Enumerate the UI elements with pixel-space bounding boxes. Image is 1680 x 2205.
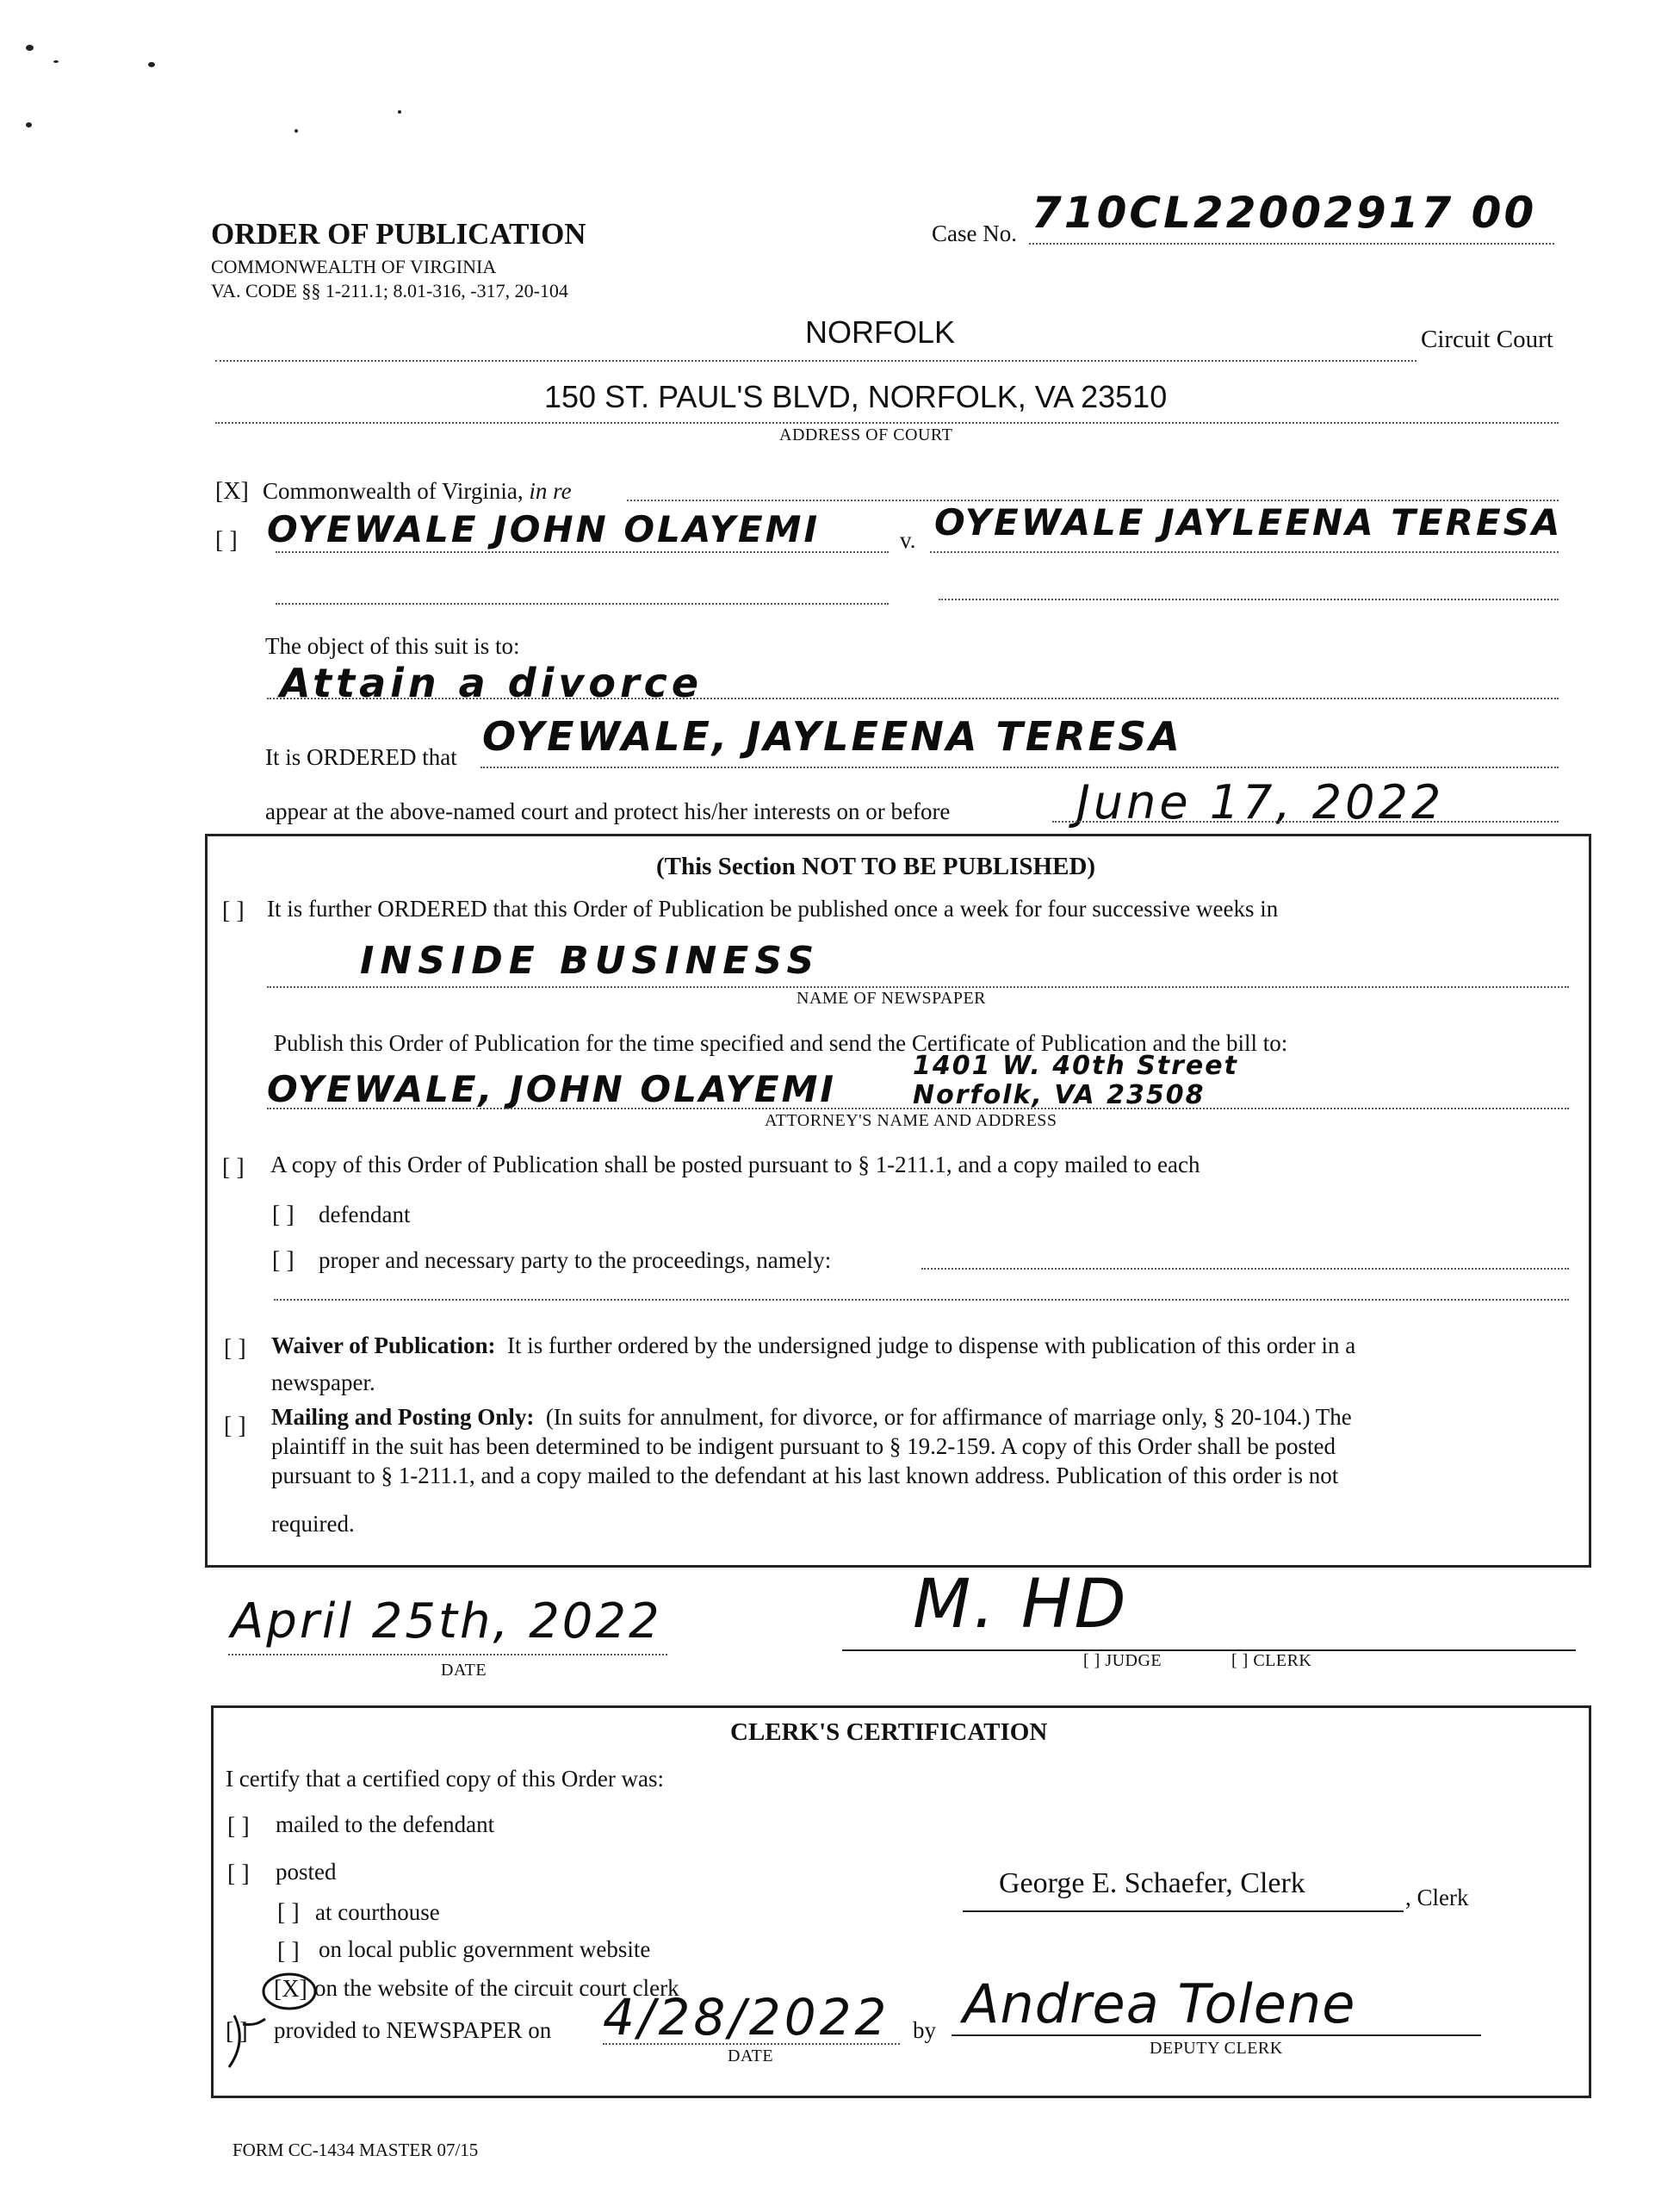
publish-text: It is further ORDERED that this Order of Publication be published once a week for four successive weeks in	[267, 896, 1279, 922]
deputy-clerk-caption: DEPUTY CLERK	[1150, 2039, 1283, 2058]
clerk-certification-heading: CLERK'S CERTIFICATION	[730, 1718, 1048, 1746]
clerk-name: George E. Schaefer, Clerk	[999, 1867, 1305, 1899]
scan-speck	[26, 45, 34, 51]
defendant-line	[930, 551, 1559, 553]
ordered-label: It is ORDERED that	[265, 744, 457, 770]
appear-text: appear at the above-named court and protect his/her interests on or before	[265, 798, 951, 824]
proper-party-line-2	[274, 1299, 1569, 1301]
proper-party-text: proper and necessary party to the proceedings, namely:	[319, 1247, 832, 1273]
commonwealth-checkbox[interactable]: [X]	[215, 478, 249, 505]
copy-text: A copy of this Order of Publication shall be posted pursuant to § 1-211.1, and a copy mailed to each	[270, 1152, 1200, 1177]
send-text: Publish this Order of Publication for the time specified and send the Certificate of Publication and the bill to:	[274, 1030, 1288, 1056]
mailed-checkbox[interactable]: [ ]	[227, 1813, 250, 1840]
court-address: 150 ST. PAUL'S BLVD, NORFOLK, VA 23510	[544, 379, 1168, 414]
attorney-address-2: Norfolk, VA 23508	[913, 1080, 1206, 1110]
order-date-line	[228, 1654, 667, 1655]
judge-label: [ ] JUDGE	[1083, 1651, 1162, 1670]
appear-date-line	[1052, 821, 1559, 823]
provided-date-line	[603, 2043, 900, 2045]
provided-check-mark-icon	[217, 2007, 269, 2076]
party-checkbox[interactable]: [ ]	[215, 527, 238, 554]
courthouse-text: at courthouse	[315, 1899, 440, 1925]
mailing-text-4: required.	[271, 1511, 355, 1537]
deputy-clerk-line	[952, 2034, 1481, 2036]
defendant-text: defendant	[319, 1202, 411, 1227]
clerk-cert-intro: I certify that a certified copy of this Order was:	[226, 1766, 665, 1792]
plaintiff-line	[276, 551, 889, 553]
mailing-text-3: pursuant to § 1-211.1, and a copy mailed to the defendant at his last known address. Publication of this order is not	[271, 1463, 1339, 1488]
code-reference: VA. CODE §§ 1-211.1; 8.01-316, -317, 20-104	[211, 280, 568, 301]
mailing-line-1	[271, 1404, 1352, 1431]
waiver-line-1	[271, 1332, 1355, 1359]
scan-speck	[26, 122, 32, 127]
defendant-name: OYEWALE JAYLEENA TERESA	[934, 501, 1563, 543]
newspaper-caption: NAME OF NEWSPAPER	[797, 989, 987, 1008]
newspaper-line	[267, 986, 1569, 988]
plaintiff-line-2	[276, 603, 889, 605]
form-subtitle: COMMONWEALTH OF VIRGINIA	[211, 256, 497, 277]
ordered-line	[480, 767, 1559, 768]
court-name-line	[215, 360, 1417, 362]
defendant-line-2	[939, 599, 1559, 600]
deputy-clerk-signature: Andrea Tolene	[963, 1972, 1356, 2035]
defendant-checkbox[interactable]: [ ]	[272, 1202, 294, 1228]
case-number-label: Case No.	[932, 220, 1017, 246]
clerk-label: [ ] CLERK	[1231, 1651, 1312, 1670]
scan-speck	[148, 62, 155, 67]
scan-speck	[294, 129, 298, 133]
clerk-suffix: , Clerk	[1405, 1885, 1469, 1910]
court-address-line	[215, 422, 1559, 424]
provided-checkbox[interactable]: [ ]	[226, 2018, 248, 2045]
provided-date: 4/28/2022	[603, 1988, 890, 2047]
newspaper-name: INSIDE BUSINESS	[360, 939, 821, 983]
commonwealth-label: Commonwealth of Virginia,	[263, 478, 530, 504]
case-number-value: 710CL22002917 00	[1032, 188, 1537, 238]
order-date: April 25th, 2022	[231, 1593, 662, 1649]
order-date-caption: DATE	[441, 1661, 487, 1680]
court-suffix: Circuit Court	[1421, 326, 1553, 353]
court-name: NORFOLK	[805, 314, 956, 350]
waiver-text: It is further ordered by the undersigned judge to dispense with publication of this order in a	[507, 1332, 1356, 1358]
waiver-text-2: newspaper.	[271, 1370, 375, 1395]
mailing-text: (In suits for annulment, for divorce, or for affirmance of marriage only, § 20-104.) The	[545, 1404, 1352, 1430]
posted-text: posted	[276, 1859, 337, 1885]
court-address-caption: ADDRESS OF COURT	[779, 425, 953, 444]
publish-checkbox[interactable]: [ ]	[222, 898, 245, 924]
clerk-website-checkbox[interactable]: [X]	[274, 1976, 307, 2003]
copy-checkbox[interactable]: [ ]	[222, 1154, 245, 1181]
plaintiff-name: OYEWALE JOHN OLAYEMI	[267, 508, 821, 550]
clerk-name-line	[963, 1910, 1404, 1912]
waiver-title: Waiver of Publication:	[271, 1332, 496, 1358]
mailing-text-2: plaintiff in the suit has been determined to be indigent pursuant to § 19.2-159. A copy of this Order shall be posted	[271, 1433, 1336, 1459]
form-title: ORDER OF PUBLICATION	[211, 217, 586, 251]
scan-speck	[398, 110, 401, 114]
unpublished-heading: (This Section NOT TO BE PUBLISHED)	[656, 853, 1096, 880]
judge-signature-line	[842, 1649, 1576, 1651]
provided-text: provided to NEWSPAPER on	[274, 2017, 552, 2043]
attorney-line	[267, 1108, 1569, 1109]
form-number: FORM CC-1434 MASTER 07/15	[232, 2140, 479, 2160]
versus-label: v.	[900, 527, 916, 553]
attorney-address-1: 1401 W. 40th Street	[913, 1051, 1238, 1081]
commonwealth-text	[263, 478, 572, 505]
mailed-text: mailed to the defendant	[276, 1811, 495, 1837]
appear-date: June 17, 2022	[1076, 775, 1445, 829]
object-line	[267, 698, 1559, 699]
by-label: by	[913, 2017, 936, 2043]
attorney-name: OYEWALE, JOHN OLAYEMI	[267, 1068, 837, 1110]
scan-speck	[53, 60, 59, 63]
object-label: The object of this suit is to:	[265, 633, 520, 659]
waiver-checkbox[interactable]: [ ]	[224, 1335, 246, 1362]
posted-checkbox[interactable]: [ ]	[227, 1860, 250, 1887]
mailing-checkbox[interactable]: [ ]	[224, 1413, 246, 1439]
courthouse-checkbox[interactable]: [ ]	[277, 1899, 300, 1926]
proper-party-line	[921, 1268, 1569, 1270]
mailing-title: Mailing and Posting Only:	[271, 1404, 535, 1430]
local-website-checkbox[interactable]: [ ]	[277, 1938, 300, 1965]
provided-date-caption: DATE	[728, 2047, 774, 2065]
case-number-line	[1029, 243, 1554, 245]
clerk-website-text: on the website of the circuit court clerk	[314, 1975, 679, 2001]
judge-signature: M. HD	[913, 1566, 1129, 1643]
object-value: Attain a divorce	[280, 660, 704, 706]
attorney-caption: ATTORNEY'S NAME AND ADDRESS	[765, 1111, 1057, 1130]
proper-party-checkbox[interactable]: [ ]	[272, 1247, 294, 1274]
ordered-party: OYEWALE, JAYLEENA TERESA	[482, 713, 1182, 760]
in-re-label: in re	[529, 478, 572, 504]
local-website-text: on local public government website	[319, 1936, 651, 1962]
